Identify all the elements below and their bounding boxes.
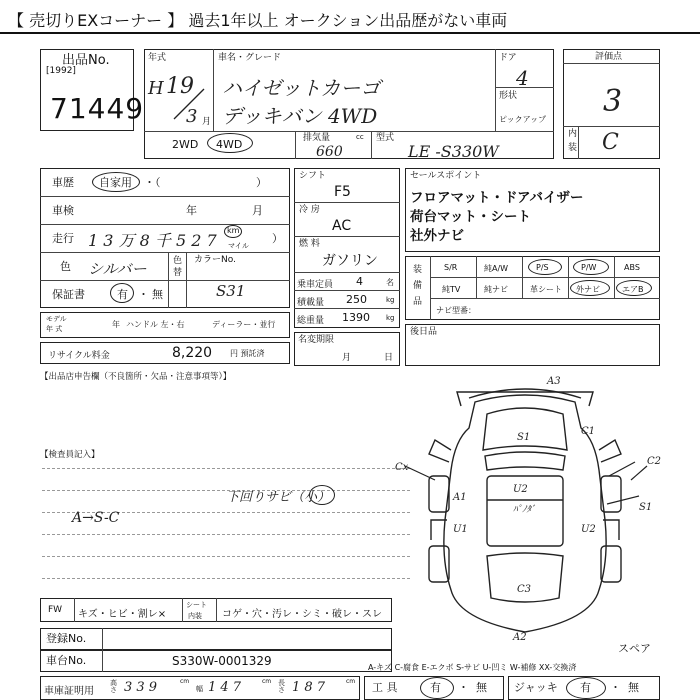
load-unit: kg xyxy=(386,296,395,304)
doors-value: 4 xyxy=(516,66,529,90)
history-label: 車歴 xyxy=(52,176,74,189)
doors-label: ドア xyxy=(499,53,517,63)
mark-c2: C2 xyxy=(647,456,662,467)
lot-number: 71449 xyxy=(50,92,145,125)
cargo-note: ﾊﾟﾉﾀﾞ xyxy=(513,505,536,515)
displacement-unit: cc xyxy=(356,133,364,141)
shift-label: シフト xyxy=(299,171,327,181)
mileage-value: 1 3 万 8 千 5 2 7 xyxy=(88,231,217,250)
month-unit: 月 xyxy=(202,117,212,127)
equip-abs: ABS xyxy=(624,263,640,272)
tools-label: 工 具 xyxy=(372,681,398,694)
shift-value: F5 xyxy=(334,184,351,200)
history-close: ） xyxy=(256,176,267,189)
inspector-note-1: A→S-C xyxy=(72,510,120,526)
equip-aw: 純A/W xyxy=(484,264,509,273)
gross-value: 1390 xyxy=(342,311,370,324)
fw-seat-1: シート xyxy=(186,601,207,609)
equipment-label-2: 備 xyxy=(413,281,423,291)
interior-label-1: 内 xyxy=(568,129,578,139)
spare-label: スペア xyxy=(618,642,651,655)
tools-no: 無 xyxy=(476,681,487,694)
score-label: 評価点 xyxy=(595,52,623,62)
sales-points-label: セールスポイント xyxy=(410,171,482,181)
recycle-unit: 円 預託済 xyxy=(230,349,265,358)
sales-point-1: フロアマット・ドアバイザー xyxy=(410,190,584,206)
fw-seat-text: コゲ・穴・汚レ・シミ・破レ・スレ xyxy=(222,609,382,620)
color-change-2: 替 xyxy=(173,268,183,278)
lot-label: 出品No. xyxy=(62,53,110,68)
inspection-month: 月 xyxy=(252,204,263,217)
tools-yes: 有 xyxy=(430,681,441,694)
seller-notes-label: 【出品店申告欄（不良箇所・欠品・注意事項等）】 xyxy=(40,372,232,382)
model-year-handle: ハンドル 左・右 xyxy=(126,320,185,329)
fw-seat-2: 内装 xyxy=(188,612,202,620)
displacement-value: 660 xyxy=(316,144,343,160)
mark-u2-right: U2 xyxy=(581,524,596,535)
equip-ps: P/S xyxy=(536,263,549,272)
size-w-value: 1 4 7 xyxy=(208,680,242,695)
equip-airbag: エアB xyxy=(622,285,644,294)
warranty-no: 無 xyxy=(152,288,163,301)
load-value: 250 xyxy=(346,293,367,306)
inspection-label: 車検 xyxy=(52,204,74,217)
registration-label: 登録No. xyxy=(46,632,87,645)
size-l-label: 長さ xyxy=(278,679,285,694)
shape-value: ピックアップ xyxy=(499,115,547,124)
capacity-unit: 名 xyxy=(386,278,394,287)
equip-sr: S/R xyxy=(444,263,458,272)
color-code: S31 xyxy=(216,282,246,300)
mark-u1: U1 xyxy=(453,524,468,535)
recycle-value: 8,220 xyxy=(172,345,213,361)
model-code-label: 型式 xyxy=(376,133,395,143)
capacity-label: 乗車定員 xyxy=(297,280,334,290)
year-label: 年式 xyxy=(148,53,167,63)
color-code-label: カラーNo. xyxy=(194,255,236,265)
equipment-label-3: 品 xyxy=(413,297,423,307)
name-change-label: 名変期限 xyxy=(298,335,335,345)
equip-tv: 純TV xyxy=(442,285,461,294)
displacement-label: 排気量 xyxy=(303,133,331,143)
mileage-paren: ） xyxy=(272,232,283,245)
mileage-mile: マイル xyxy=(228,242,249,250)
later-items-label: 後日品 xyxy=(410,327,438,337)
size-h-label: 高さ xyxy=(110,679,117,694)
mark-a2: A2 xyxy=(513,632,527,643)
model-code-value: LE -S330W xyxy=(408,142,499,161)
drive-2wd: 2WD xyxy=(172,138,199,151)
drive-4wd: 4WD xyxy=(216,138,243,151)
mark-c3: C3 xyxy=(517,584,532,595)
model-year-year: 年 xyxy=(112,320,120,329)
fw-text: キズ・ヒビ・割レ× xyxy=(78,609,167,620)
name-change-day: 日 xyxy=(384,353,394,363)
jack-label: ジャッキ xyxy=(514,681,558,694)
model-year-label-2: 年 式 xyxy=(46,325,63,333)
equip-navi: 純ナビ xyxy=(484,285,508,294)
gross-label: 総重量 xyxy=(297,316,325,326)
inspection-year: 年 xyxy=(186,204,197,217)
mileage-label: 走行 xyxy=(52,232,74,245)
car-damage-diagram xyxy=(395,370,670,650)
sales-point-2: 荷台マット・シート xyxy=(410,209,531,225)
equip-navi-model: ナビ型番： xyxy=(436,306,476,315)
size-l-value: 1 8 7 xyxy=(292,680,326,695)
car-grade: デッキバン 4WD xyxy=(222,104,378,128)
fuel-label: 燃 料 xyxy=(299,239,320,249)
history-value: 自家用 xyxy=(99,176,132,189)
warranty-sep: ・ xyxy=(138,288,149,301)
load-label: 積載量 xyxy=(297,298,325,308)
size-w-unit: cm xyxy=(262,678,272,685)
fuel-value: ガソリン xyxy=(322,253,378,269)
mark-a3: A3 xyxy=(547,376,561,387)
interior-label-2: 装 xyxy=(568,143,578,153)
year-era: H xyxy=(148,78,164,99)
aircon-label: 冷 房 xyxy=(299,205,320,215)
equipment-label-1: 装 xyxy=(413,265,423,275)
header-bar xyxy=(0,0,700,34)
aircon-value: AC xyxy=(332,218,352,234)
lot-year-stamp: [1992] xyxy=(46,66,76,76)
mark-a1: A1 xyxy=(453,492,467,503)
jack-sep: ・ xyxy=(610,681,621,694)
mileage-km: km xyxy=(227,226,240,235)
model-year-dealer: ディーラー・並行 xyxy=(212,320,276,329)
mark-c1: C1 xyxy=(581,426,596,437)
jack-no: 無 xyxy=(628,681,639,694)
warranty-label: 保証書 xyxy=(52,288,85,301)
damage-legend: A-キズ C-腐食 E-エクボ S-サビ U-凹ミ W-補修 XX-交換済 xyxy=(368,663,577,672)
inspector-note-2-circle xyxy=(309,485,335,505)
color-change-1: 色 xyxy=(173,256,183,266)
history-rest: ・（ xyxy=(144,176,161,189)
equip-pw: P/W xyxy=(581,263,597,272)
equip-leather: 革シート xyxy=(530,285,562,294)
shape-label: 形状 xyxy=(499,91,518,101)
gross-unit: kg xyxy=(386,314,395,322)
mark-s1-right: S1 xyxy=(639,502,653,513)
year-value: 19 xyxy=(166,74,194,99)
size-l-unit: cm xyxy=(346,678,356,685)
car-name: ハイゼットカーゴ xyxy=(222,76,381,100)
name-change-month: 月 xyxy=(342,353,352,363)
size-h-unit: cm xyxy=(180,678,190,685)
page-title: 【 売切りEXコーナー 】 過去1年以上 オークション出品歴がない車両 xyxy=(8,11,508,30)
mark-cx: Cx xyxy=(395,462,409,473)
equip-ext-navi: 外ナビ xyxy=(576,285,600,294)
registration-row xyxy=(40,628,392,650)
color-label: 色 xyxy=(60,260,71,273)
chassis-value: S330W-0001329 xyxy=(172,654,272,668)
color-value: シルバー xyxy=(88,260,147,278)
car-label: 車名・グレード xyxy=(218,53,282,63)
tools-sep: ・ xyxy=(458,681,469,694)
sales-point-3: 社外ナビ xyxy=(410,228,464,244)
later-items-box xyxy=(405,324,660,366)
inspector-label: 【検査員記入】 xyxy=(40,450,100,460)
size-h-value: 3 3 9 xyxy=(124,680,158,695)
size-cert-label: 車庫証明用 xyxy=(44,686,94,697)
interior-value: C xyxy=(602,130,619,155)
mark-s1-top: S1 xyxy=(517,432,531,443)
warranty-yes: 有 xyxy=(117,288,128,301)
score-value: 3 xyxy=(603,84,623,119)
jack-yes: 有 xyxy=(580,681,591,694)
fw-label: FW xyxy=(48,605,63,615)
month-value: 3 xyxy=(186,106,198,127)
mark-u2-top: U2 xyxy=(513,484,528,495)
capacity-value: 4 xyxy=(356,275,363,288)
inspector-note-2: 下回りサビ（小） xyxy=(226,490,331,505)
chassis-label: 車台No. xyxy=(46,654,87,667)
recycle-label: リサイクル料金 xyxy=(48,351,110,361)
size-w-label: 幅 xyxy=(196,685,203,693)
model-year-label-1: モデル xyxy=(46,315,67,323)
